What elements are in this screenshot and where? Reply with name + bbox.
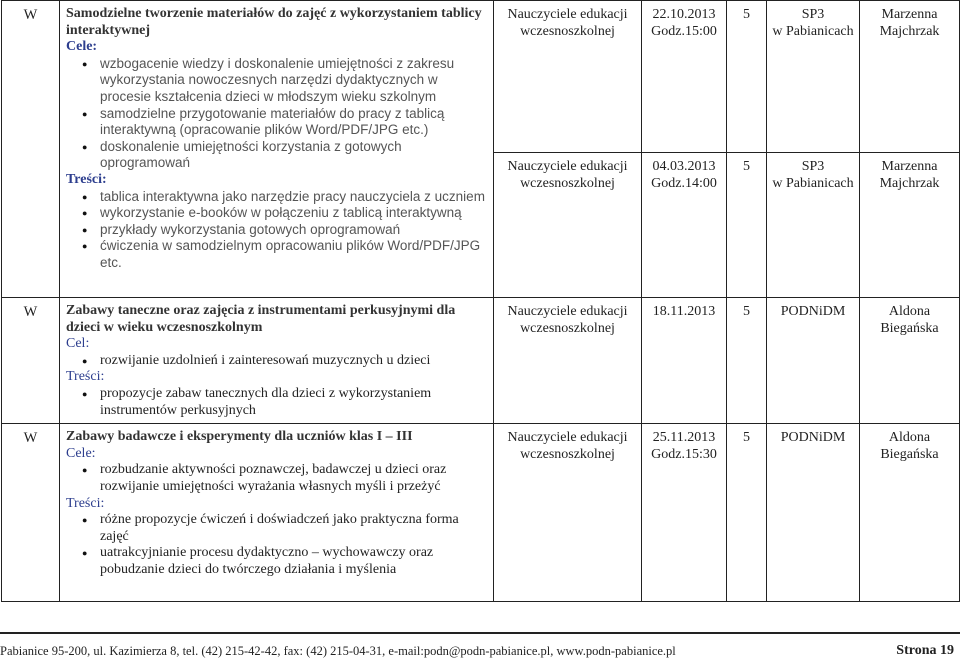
- trainer-cell: [860, 298, 960, 424]
- list-item: ● rozwijanie uzdolnień i zainteresowań muzycznych u dzieci: [66, 353, 489, 370]
- list-item: ● doskonalenie umiejętności korzystania z gotowych oprogramowań: [66, 139, 489, 172]
- course-title: Zabawy taneczne oraz zajęcia z instrumentami perkusyjnymi dla dzieci w wieku wczesnoszkolnym: [66, 303, 456, 335]
- trainer-cell: [860, 1, 960, 153]
- goals-label: Cele:: [66, 39, 98, 55]
- date-cell: [642, 424, 727, 602]
- time: Godz.15:30: [651, 446, 717, 462]
- audience-cell: Nauczyciele edukacji wczesnoszkolnej: [494, 298, 642, 424]
- trainer-last: Biegańska: [880, 320, 939, 336]
- trainer-last: Biegańska: [880, 446, 939, 462]
- content-list: [66, 189, 489, 272]
- place-cell: PODNiDM: [767, 424, 860, 602]
- list-item: ● uatrakcyjnianie procesu dydaktyczno – wychowawczy oraz pobudzanie dzieci do twórczego działania i myślenia: [66, 545, 489, 578]
- place-cell: PODNiDM: [767, 298, 860, 424]
- goals-label: Cele:: [66, 445, 96, 461]
- list-item: ● ćwiczenia w samodzielnym opracowaniu plików Word/PDF/JPG etc.: [66, 238, 489, 271]
- date-cell: [642, 153, 727, 298]
- hours-cell: 5: [727, 298, 767, 424]
- goals-list: [66, 462, 489, 495]
- list-item: ● przykłady wykorzystania gotowych oprogramowań: [66, 222, 489, 239]
- date: 25.11.2013: [652, 430, 716, 446]
- course-description: [60, 424, 494, 602]
- content-label: Treści:: [66, 171, 107, 187]
- hours-cell: 5: [727, 153, 767, 298]
- audience-cell: Nauczyciele edukacji wczesnoszkolnej: [494, 153, 642, 298]
- place: SP3: [801, 7, 825, 22]
- list-item: ● różne propozycje ćwiczeń i doświadczeń jako praktyczna forma zajęć: [66, 512, 489, 545]
- place: SP3: [801, 159, 825, 174]
- time: Godz.14:00: [651, 175, 717, 191]
- audience-cell: Nauczyciele edukacji wczesnoszkolnej: [494, 1, 642, 153]
- place-city: w Pabianicach: [772, 23, 854, 39]
- course-table: [1, 0, 960, 602]
- date: 22.10.2013: [652, 7, 716, 22]
- course-title: Samodzielne tworzenie materiałów do zajęć z wykorzystaniem tablicy interaktywnej: [66, 6, 482, 38]
- list-item: ● propozycje zabaw tanecznych dla dzieci z wykorzystaniem instrumentów perkusyjnych: [66, 386, 489, 419]
- date-cell: [642, 1, 727, 153]
- course-description: [60, 1, 494, 298]
- footer-address: Pabianice 95-200, ul. Kazimierza 8, tel. (42) 215-42-42, fax: (42) 215-04-31, e-mail:podn@podn-pabianice.pl, www.podn-pabianice.pl: [0, 644, 676, 658]
- date: 04.03.2013: [652, 159, 716, 174]
- goals-list: [66, 56, 489, 172]
- list-item: ● tablica interaktywna jako narzędzie pracy nauczyciela z uczniem: [66, 189, 489, 206]
- trainer-cell: [860, 424, 960, 602]
- trainer-cell: [860, 153, 960, 298]
- table-row: [2, 424, 960, 602]
- course-description: [60, 298, 494, 424]
- table-row: [2, 1, 960, 153]
- list-item: ● samodzielne przygotowanie materiałów do pracy z tablicą interaktywną (opracowanie plików Word/PDF/JPG etc.): [66, 106, 489, 139]
- page-footer: [0, 632, 960, 658]
- list-item: ● wykorzystanie e-booków w połączeniu z tablicą interaktywną: [66, 205, 489, 222]
- place-city: w Pabianicach: [772, 175, 854, 191]
- hours-cell: 5: [727, 1, 767, 153]
- goals-list: [66, 353, 489, 370]
- content-label: Treści:: [66, 369, 105, 385]
- content-list: [66, 386, 489, 419]
- date: 18.11.2013: [652, 304, 716, 319]
- content-list: [66, 512, 489, 578]
- content-label: Treści:: [66, 495, 105, 511]
- trainer-last: Majchrzak: [879, 175, 940, 191]
- list-item: ● rozbudzanie aktywności poznawczej, badawczej u dzieci oraz rozwijanie umiejętności wyrażania własnych myśli i przeżyć: [66, 462, 489, 495]
- goals-label: Cel:: [66, 336, 90, 352]
- row-code: W: [2, 298, 60, 424]
- course-title: Zabawy badawcze i eksperymenty dla uczniów klas I – III: [66, 429, 413, 445]
- trainer-first: Aldona: [888, 304, 931, 319]
- place-cell: [767, 1, 860, 153]
- trainer-first: Aldona: [888, 430, 931, 446]
- trainer-first: Marzenna: [881, 159, 938, 174]
- time: Godz.15:00: [651, 23, 717, 39]
- row-code: W: [2, 1, 60, 298]
- row-code: W: [2, 424, 60, 602]
- date-cell: [642, 298, 727, 424]
- hours-cell: 5: [727, 424, 767, 602]
- table-row: [2, 298, 960, 424]
- audience-cell: Nauczyciele edukacji wczesnoszkolnej: [494, 424, 642, 602]
- trainer-last: Majchrzak: [879, 23, 940, 39]
- trainer-first: Marzenna: [881, 7, 938, 22]
- list-item: ● wzbogacenie wiedzy i doskonalenie umiejętności z zakresu wykorzystania nowoczesnych narzędzi dydaktycznych w procesie kształcenia dzieci w młodszym wieku szkolnym: [66, 56, 489, 106]
- page-number: Strona 19: [896, 643, 954, 658]
- place-cell: [767, 153, 860, 298]
